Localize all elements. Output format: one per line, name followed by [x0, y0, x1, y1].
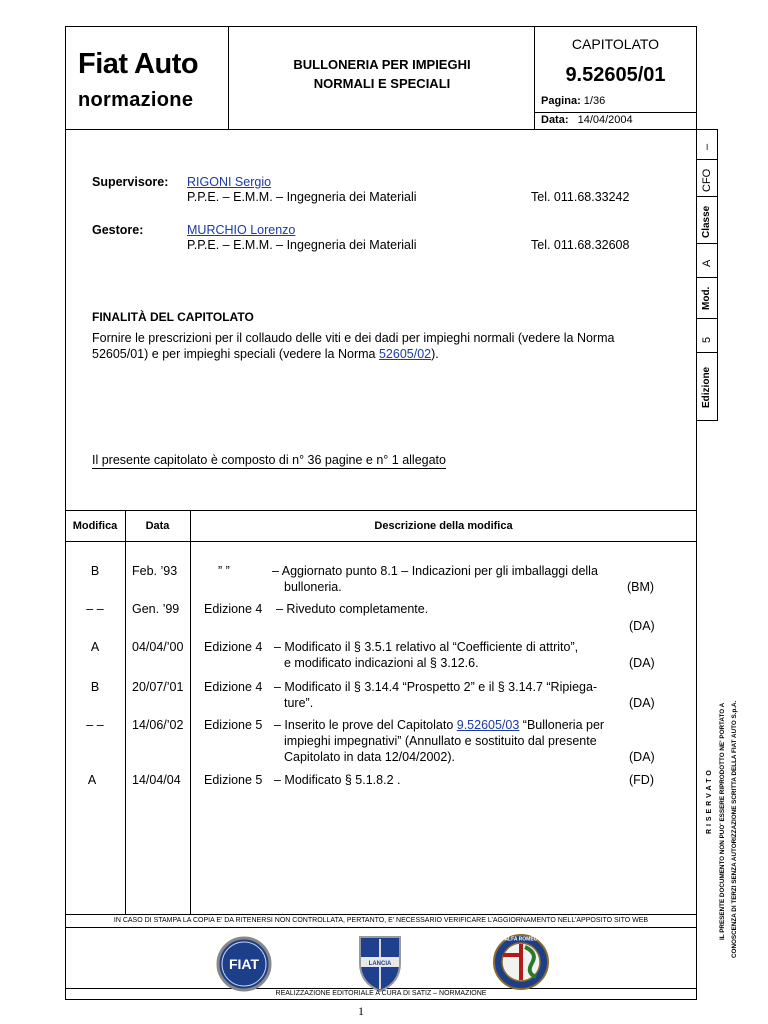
reserved-line-1: IL PRESENTE DOCUMENTO NON PUO' ESSERE RIPRODOTTO NE' PORTATO A: [719, 702, 726, 940]
fiat-logo-text: FIAT: [228, 956, 260, 972]
row5-ed: Edizione 5: [204, 718, 263, 732]
table-header-rule: [65, 541, 697, 542]
row5-line3: Capitolato in data 12/04/2002).: [284, 750, 455, 764]
row1-date: Feb. ’93: [132, 564, 178, 578]
manager-tel: Tel. 011.68.32608: [531, 238, 630, 252]
supervisor-tel: Tel. 011.68.33242: [531, 190, 630, 204]
row6-line1: – Modificato § 5.1.8.2 .: [274, 773, 401, 787]
row3-line2: e modificato indicazioni al § 3.12.6.: [284, 656, 479, 670]
row3-line1: – Modificato il § 3.5.1 relativo al “Coefficiente di attrito”,: [274, 640, 579, 654]
fiat-logo: [216, 936, 272, 992]
composition-note: Il presente capitolato è composto di n° 36 pagine e n° 1 allegato: [92, 453, 446, 467]
row4-line2: ture”.: [284, 696, 314, 710]
norm-link-52605-02[interactable]: 52605/02: [378, 347, 432, 361]
row3-ed: Edizione 4: [204, 640, 263, 654]
row5-date: 14/06/’02: [132, 718, 184, 732]
row5-line1: – Inserito le prove del Capitolato 9.52605/03 “Bulloneria per: [274, 718, 605, 732]
doc-type: CAPITOLATO: [571, 36, 660, 52]
reserved-line-2: CONOSCENZA DI TERZI SENZA AUTORIZZAZIONE SCRITTA DELLA FIAT AUTO S.p.A.: [731, 700, 738, 958]
side-class-value: CFO: [701, 168, 713, 192]
side-tab-rule-6: [697, 352, 718, 353]
row3-date: 04/04/’00: [132, 640, 184, 654]
footer-top-rule: [65, 914, 697, 915]
header-divider-1: [228, 26, 229, 129]
table-top-rule: [65, 510, 697, 511]
purpose-line-2: 52605/01) e per impieghi speciali (vedere la Norma 52605/02).: [92, 347, 439, 361]
side-edition-value: 5: [701, 336, 713, 343]
side-mod-value: A: [701, 259, 713, 267]
col-header-desc: Descrizione della modifica: [374, 520, 513, 532]
side-dash: –: [701, 143, 713, 150]
row1-ed: ” ”: [218, 564, 230, 578]
date-info: [541, 114, 633, 126]
row4-ed: Edizione 4: [204, 680, 263, 694]
row6-mod: A: [87, 773, 97, 787]
row1-line1: – Aggiornato punto 8.1 – Indicazioni per gli imballaggi della: [272, 564, 598, 578]
table-col-2: [190, 510, 191, 914]
title-line-2: NORMALI E SPECIALI: [313, 76, 451, 91]
row5-sig: (DA): [629, 750, 655, 764]
page-value: 1/36: [583, 95, 606, 107]
page-number: 1: [358, 1004, 364, 1018]
side-tab-rule-5: [697, 318, 718, 319]
row2-date: Gen. ’99: [132, 602, 180, 616]
footer-notice-rule: [65, 927, 697, 928]
brand-subtitle: normazione: [78, 89, 194, 111]
row1-sig: (BM): [627, 580, 655, 594]
side-tab-rule-4: [697, 277, 718, 278]
manager-name[interactable]: MURCHIO Lorenzo: [187, 223, 296, 237]
side-tab-rule-3: [697, 243, 718, 244]
side-tab-rule-2: [697, 196, 718, 197]
purpose-heading: FINALITÀ DEL CAPITOLATO: [92, 310, 254, 324]
supervisor-name[interactable]: RIGONI Sergio: [187, 175, 272, 189]
lancia-logo: [355, 933, 405, 993]
row4-date: 20/07/’01: [132, 680, 184, 694]
title-line-1: BULLONERIA PER IMPIEGHI: [293, 57, 471, 72]
supervisor-dept: P.P.E. – E.M.M. – Ingegneria dei Materiali: [187, 190, 417, 204]
alfa-logo-text: ALFA ROMEO: [504, 936, 538, 943]
row5-line2: impieghi impegnativi” (Annullato e sostituito dal presente: [284, 734, 597, 748]
date-label: Data:: [541, 114, 569, 126]
row1-mod: B: [90, 564, 100, 578]
col-header-date: Data: [145, 520, 170, 532]
purpose-line-1: Fornire le prescrizioni per il collaudo delle viti e dei dadi per impieghi normali (vedere la Norma: [92, 331, 615, 345]
row3-sig: (DA): [629, 656, 655, 670]
date-value: 14/04/2004: [577, 114, 633, 126]
row6-sig: (FD): [629, 773, 654, 787]
supervisor-label: Supervisore:: [92, 175, 169, 189]
row2-ed: Edizione 4: [204, 602, 263, 616]
document-title: [232, 55, 532, 93]
manager-label: Gestore:: [92, 223, 144, 237]
row3-mod: A: [90, 640, 100, 654]
editorial-credit: REALIZZAZIONE EDITORIALE A CURA DI SATIZ – NORMAZIONE: [275, 990, 487, 997]
side-class-label: Classe: [701, 205, 712, 238]
reserved-title: R I S E R V A T O: [706, 769, 713, 834]
row4-line1: – Modificato il § 3.14.4 “Prospetto 2” e il § 3.14.7 “Ripiega-: [274, 680, 598, 694]
header-date-rule: [534, 112, 697, 113]
alfa-romeo-logo: [492, 933, 550, 991]
side-mod-label: Mod.: [701, 286, 712, 310]
row6-date: 14/04/04: [132, 773, 181, 787]
header-bottom-rule: [65, 129, 697, 130]
side-edition-label: Edizione: [701, 366, 712, 408]
manager-dept: P.P.E. – E.M.M. – Ingegneria dei Materiali: [187, 238, 417, 252]
lancia-logo-text: LANCIA: [368, 961, 392, 967]
row6-ed: Edizione 5: [204, 773, 263, 787]
doc-number: 9.52605/01: [565, 64, 666, 86]
print-notice: IN CASO DI STAMPA LA COPIA E’ DA RITENERSI NON CONTROLLATA, PERTANTO, E’ NECESSARIO VERIFICARE L’AGGIORNAMENTO NELL’APPOSITO SITO WEB: [113, 917, 649, 924]
row2-sig: (DA): [629, 619, 655, 633]
page-frame: [65, 26, 697, 1000]
row1-line2: bulloneria.: [284, 580, 342, 594]
row5-mod: – –: [86, 718, 104, 732]
row4-mod: B: [90, 680, 100, 694]
row2-line1: – Riveduto completamente.: [276, 602, 429, 616]
page-info: [541, 95, 605, 107]
row2-mod: – –: [86, 602, 104, 616]
table-col-1: [125, 510, 126, 914]
brand-logo: Fiat Auto: [78, 48, 199, 80]
col-header-mod: Modifica: [72, 520, 118, 532]
row4-sig: (DA): [629, 696, 655, 710]
side-tab-rule-1: [697, 159, 718, 160]
page-label: Pagina:: [541, 95, 581, 107]
capitolato-link-9-52605-03[interactable]: 9.52605/03: [456, 718, 520, 732]
